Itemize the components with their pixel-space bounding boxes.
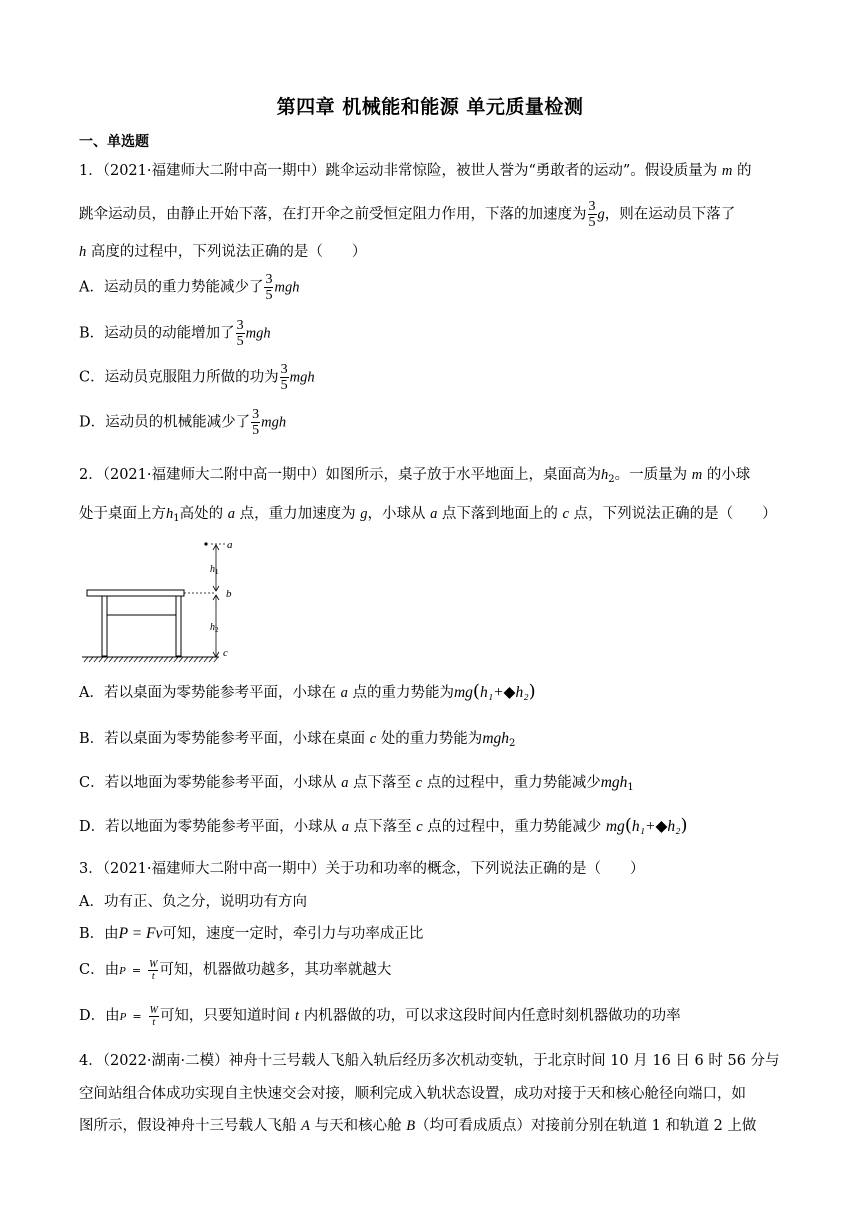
label-h1: $h_1$ [210, 564, 219, 576]
q2-line-2: 处于桌面上方$h_1$高处的 a 点，重力加速度为 g，小球从 a 点下落到地面上的 c 点，下列说法正确的是（ ） [79, 506, 777, 524]
hatch-stroke [204, 657, 208, 662]
hatch-stroke [89, 657, 93, 662]
hatch-stroke [169, 657, 173, 662]
hatch-stroke [104, 657, 108, 662]
hatch-stroke [119, 657, 123, 662]
hatch-stroke [199, 657, 203, 662]
hatch-stroke [189, 657, 193, 662]
hatch-stroke [194, 657, 198, 662]
label-c: c [223, 647, 228, 659]
hatch-stroke [84, 657, 88, 662]
hatch-stroke [209, 657, 213, 662]
fraction: $\frac{3}{5}$ [588, 199, 596, 230]
hatch-stroke [179, 657, 183, 662]
q1-option-c: C．运动员克服阻力所做的功为 $\frac{3}{5}$ mgh [79, 362, 315, 393]
hatch-stroke [164, 657, 168, 662]
ground-hatching [84, 657, 218, 662]
hatch-stroke [159, 657, 163, 662]
hatch-stroke [109, 657, 113, 662]
q2-option-a: A．若以桌面为零势能参考平面，小球在 a 点的重力势能为mg(h₁+◆h₂) [79, 681, 536, 702]
hatch-stroke [134, 657, 138, 662]
q4-line-1: 4．（2022·湖南·二模）神舟十三号载人飞船入轨后经历多次机动变轨，于北京时间 10 月 16 日 6 时 56 分与 [79, 1053, 780, 1069]
q3-option-a: A．功有正、负之分，说明功有方向 [79, 894, 307, 910]
q1-line-3: h 高度的过程中，下列说法正确的是（ ） [79, 244, 367, 260]
hatch-stroke [124, 657, 128, 662]
table-top [87, 590, 184, 596]
q1-line-2: 跳伞运动员，由静止开始下落，在打开伞之前受恒定阻力作用，下落的加速度为 $\frac{3}{5}$ g，则在运动员下落了 [79, 199, 736, 230]
hatch-stroke [149, 657, 153, 662]
q1-option-a: A．运动员的重力势能减少了 $\frac{3}{5}$ mgh [79, 272, 300, 303]
hatch-stroke [144, 657, 148, 662]
hatch-stroke [94, 657, 98, 662]
hatch-stroke [99, 657, 103, 662]
q2-option-d: D．若以地面为零势能参考平面，小球从 a 点下落至 c 点的过程中，重力势能减少 mg(h₁+◆h₂) [79, 815, 688, 836]
label-b: b [226, 588, 232, 600]
q4-line-2: 空间站组合体成功实现自主快速交会对接，顺利完成入轨状态设置，成功对接于天和核心舱径向端口，如 [79, 1086, 746, 1102]
q3-line-1: 3．（2021·福建师大二附中高一期中）关于功和功率的概念，下列说法正确的是（ ） [79, 861, 645, 877]
section-heading: 一、单选题 [79, 134, 149, 150]
q3-option-d: D．由P = $\frac{W}{t}$ 可知，只要知道时间 t 内机器做的功，可以求这段时间内任意时刻机器做功的功率 [79, 1004, 681, 1028]
hatch-stroke [139, 657, 143, 662]
hatch-stroke [184, 657, 188, 662]
table-leg-left [102, 596, 107, 656]
hatch-stroke [174, 657, 178, 662]
q3-option-c: C．由P = $\frac{W}{t}$ 可知，机器做功越多，其功率就越大 [79, 958, 392, 982]
q1-option-b: B．运动员的动能增加了 $\frac{3}{5}$ mgh [79, 318, 271, 349]
q1-line-1: 1．（2021·福建师大二附中高一期中）跳伞运动非常惊险，被世人誉为“勇敢者的运动”。假设质量为 m 的 [79, 163, 752, 179]
label-h2: $h_2$ [210, 622, 219, 634]
ball-marker [204, 542, 207, 545]
q2-option-c: C．若以地面为零势能参考平面，小球从 a 点下落至 c 点的过程中，重力势能减少mgh$_1$ [79, 774, 634, 793]
hatch-stroke [129, 657, 133, 662]
table-diagram [78, 532, 248, 664]
hatch-stroke [114, 657, 118, 662]
q2-line-1: 2．（2021·福建师大二附中高一期中）如图所示，桌子放于水平地面上，桌面高为$h_2$。一质量为 m 的小球 [79, 467, 751, 485]
q2-option-b: B．若以桌面为零势能参考平面，小球在桌面 c 处的重力势能为mgh$_2$ [79, 730, 516, 749]
q3-option-b: B．由P = Fv可知，速度一定时，牵引力与功率成正比 [79, 925, 424, 942]
table-leg-right [176, 596, 181, 656]
hatch-stroke [154, 657, 158, 662]
label-a: a [227, 539, 233, 551]
q1-option-d: D．运动员的机械能减少了 $\frac{3}{5}$ mgh [79, 407, 287, 438]
q4-line-3: 图所示，假设神舟十三号载人飞船 A 与天和核心舱 B（均可看成质点）对接前分别在轨道 1 和轨道 2 上做 [79, 1118, 757, 1134]
page-title: 第四章 机械能和能源 单元质量检测 [276, 96, 584, 118]
